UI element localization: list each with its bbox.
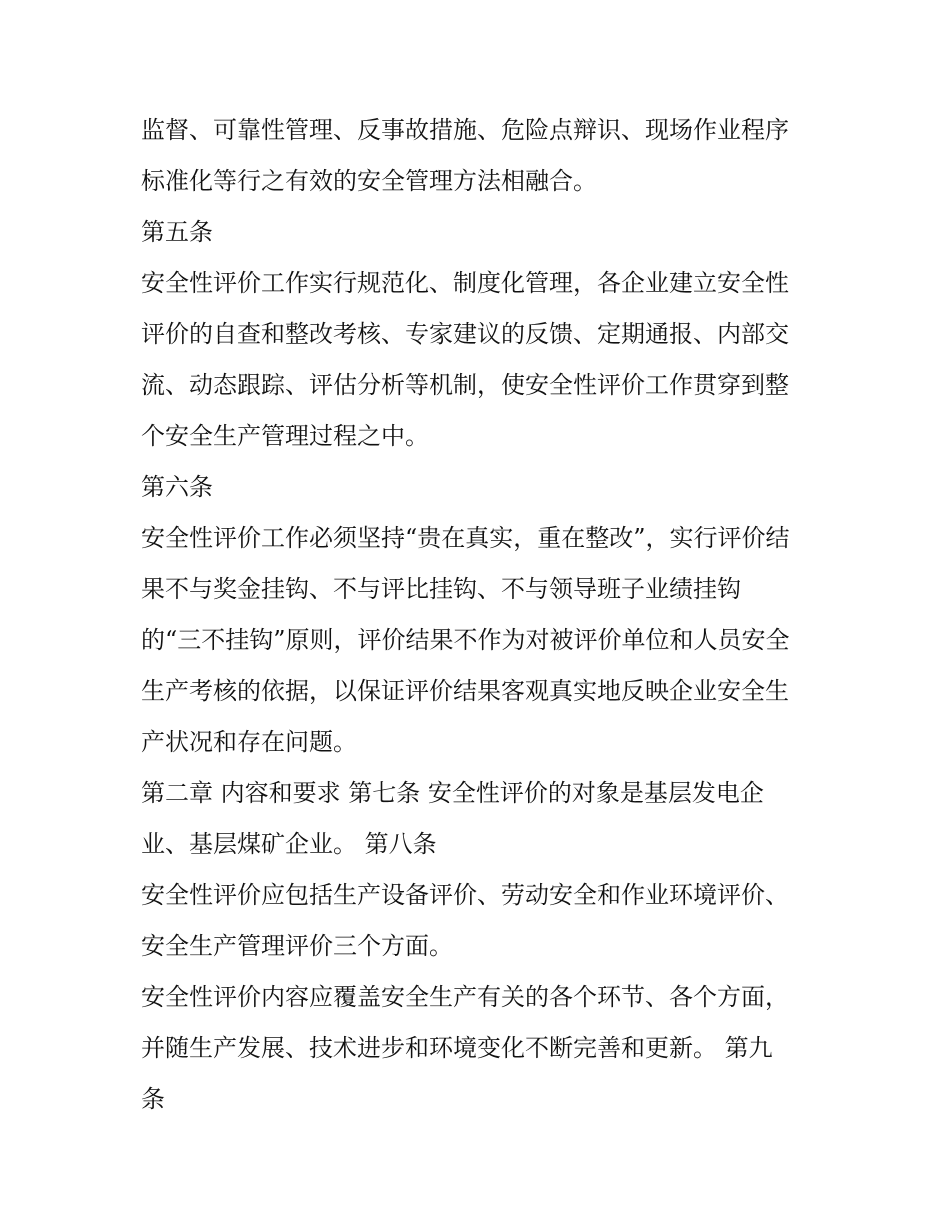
text-line: 产状况和存在问题。 [141,728,357,756]
document-body [141,105,821,1125]
text-line: 的“三不挂钩”原则，评价结果不作为对被评价单位和人员安全 [141,626,790,654]
text-line: 安全性评价内容应覆盖安全生产有关的各个环节、各个方面， [141,983,789,1011]
article-heading: 第六条 [141,473,213,501]
text-line: 监督、可靠性管理、反事故措施、危险点辩识、现场作业程序 [141,116,789,144]
chapter-heading-line: 第二章 内容和要求 第七条 安全性评价的对象是基层发电企 [141,779,764,807]
text-line: 安全生产管理评价三个方面。 [141,932,453,960]
text-line: 业、基层煤矿企业。 第八条 [141,830,437,858]
text-line: 条 [141,1085,165,1113]
text-line: 并随生产发展、技术进步和环境变化不断完善和更新。 第九 [141,1034,773,1062]
text-line: 安全性评价应包括生产设备评价、劳动安全和作业环境评价、 [141,881,789,909]
text-line: 个安全生产管理过程之中。 [141,422,429,450]
text-line: 果不与奖金挂钩、不与评比挂钩、不与领导班子业绩挂钩 [141,575,741,603]
text-line: 流、动态跟踪、评估分析等机制，使安全性评价工作贯穿到整 [141,371,789,399]
text-line: 标准化等行之有效的安全管理方法相融合。 [141,167,597,195]
text-line: 生产考核的依据，以保证评价结果客观真实地反映企业安全生 [141,677,789,705]
article-heading: 第五条 [141,218,213,246]
text-line: 安全性评价工作实行规范化、制度化管理，各企业建立安全性 [141,269,789,297]
text-line: 评价的自查和整改考核、专家建议的反馈、定期通报、内部交 [141,320,789,348]
text-line: 安全性评价工作必须坚持“贵在真实，重在整改”，实行评价结 [141,524,790,552]
